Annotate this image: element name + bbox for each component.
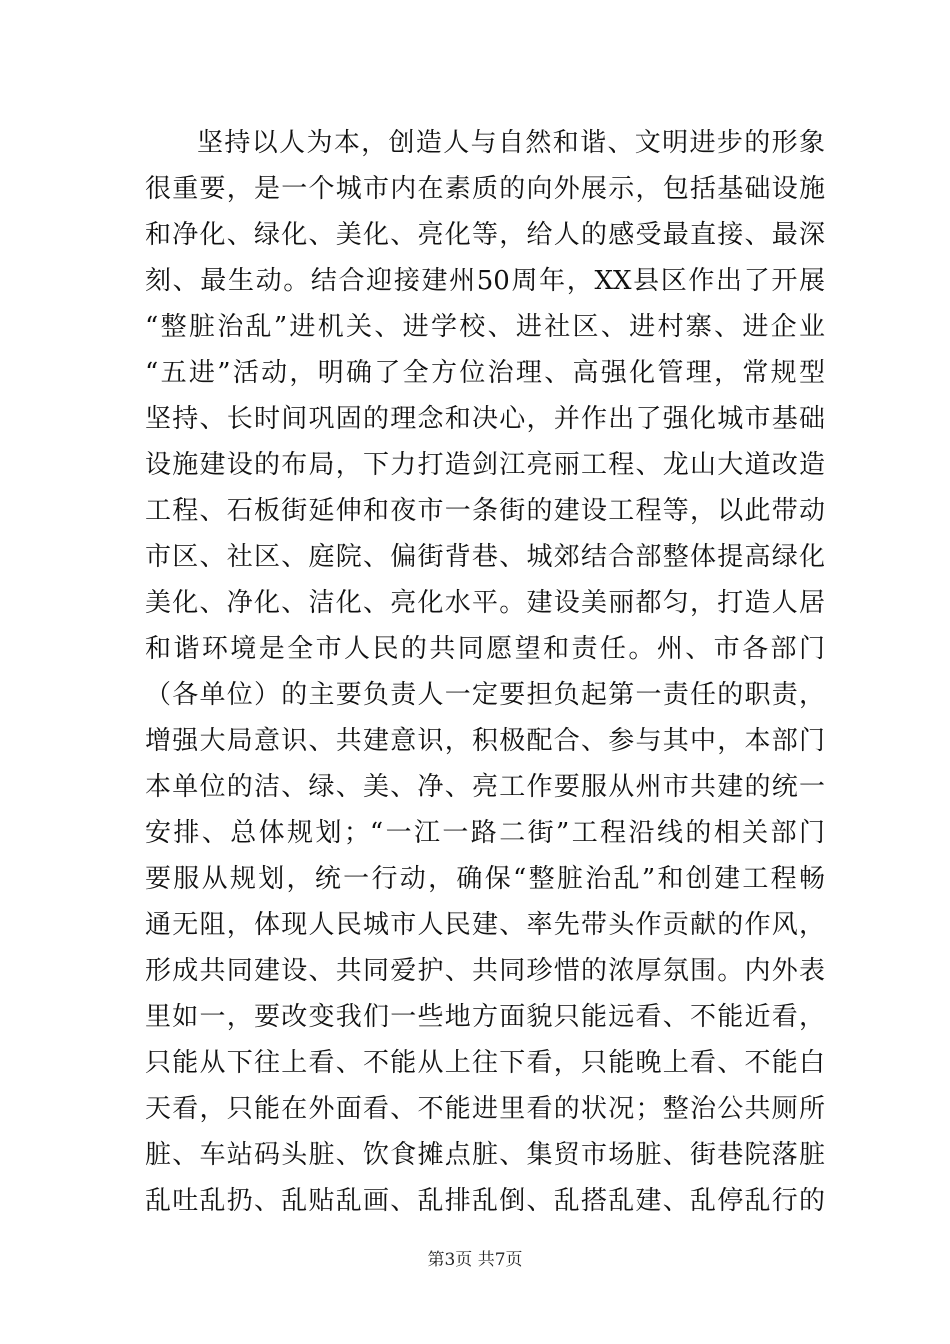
text-line: 本单位的洁、绿、美、净、亮工作要服从州市共建的统一 [145, 772, 825, 802]
text-line: 工程、石板街延伸和夜市一条街的建设工程等，以此带动 [145, 496, 825, 526]
text-line: 很重要，是一个城市内在素质的向外展示，包括基础设施 [145, 174, 825, 204]
text-line: 只能从下往上看、不能从上往下看，只能晚上看、不能白 [145, 1048, 825, 1078]
text-line: 增强大局意识、共建意识，积极配合、参与其中，本部门 [145, 726, 825, 756]
text-line: 天看，只能在外面看、不能进里看的状况；整治公共厕所 [145, 1094, 825, 1124]
text-line: 要服从规划，统一行动，确保“整脏治乱”和创建工程畅 [145, 864, 825, 894]
text-line: 美化、净化、洁化、亮化水平。建设美丽都匀，打造人居 [145, 588, 825, 618]
text-line: 和谐环境是全市人民的共同愿望和责任。州、市各部门 [145, 634, 825, 664]
text-line: 坚持以人为本，创造人与自然和谐、文明进步的形象 [197, 128, 825, 158]
page-number-footer: 第3页 共7页 [427, 1250, 523, 1270]
text-line: 市区、社区、庭院、偏街背巷、城郊结合部整体提高绿化 [145, 542, 825, 572]
text-line: 通无阻，体现人民城市人民建、率先带头作贡献的作风， [145, 910, 825, 940]
text-line: 坚持、长时间巩固的理念和决心，并作出了强化城市基础 [145, 404, 825, 434]
text-line: 乱吐乱扔、乱贴乱画、乱排乱倒、乱搭乱建、乱停乱行的 [145, 1186, 825, 1216]
text-line: 安排、总体规划；“一江一路二街”工程沿线的相关部门 [145, 818, 825, 848]
text-line: “整脏治乱”进机关、进学校、进社区、进村寨、进企业 [145, 312, 825, 342]
body-paragraph [145, 120, 825, 1224]
text-line: 脏、车站码头脏、饮食摊点脏、集贸市场脏、街巷院落脏 [145, 1140, 825, 1170]
text-line: 形成共同建设、共同爱护、共同珍惜的浓厚氛围。内外表 [145, 956, 825, 986]
text-line: 刻、最生动。结合迎接建州50周年，XX县区作出了开展 [145, 266, 825, 296]
text-line: 设施建设的布局，下力打造剑江亮丽工程、龙山大道改造 [145, 450, 825, 480]
text-line: “五进”活动，明确了全方位治理、高强化管理，常规型 [145, 358, 825, 388]
text-line: 里如一，要改变我们一些地方面貌只能远看、不能近看， [145, 1002, 825, 1032]
text-line: 和净化、绿化、美化、亮化等，给人的感受最直接、最深 [145, 220, 825, 250]
text-line: （各单位）的主要负责人一定要担负起第一责任的职责， [145, 680, 825, 710]
